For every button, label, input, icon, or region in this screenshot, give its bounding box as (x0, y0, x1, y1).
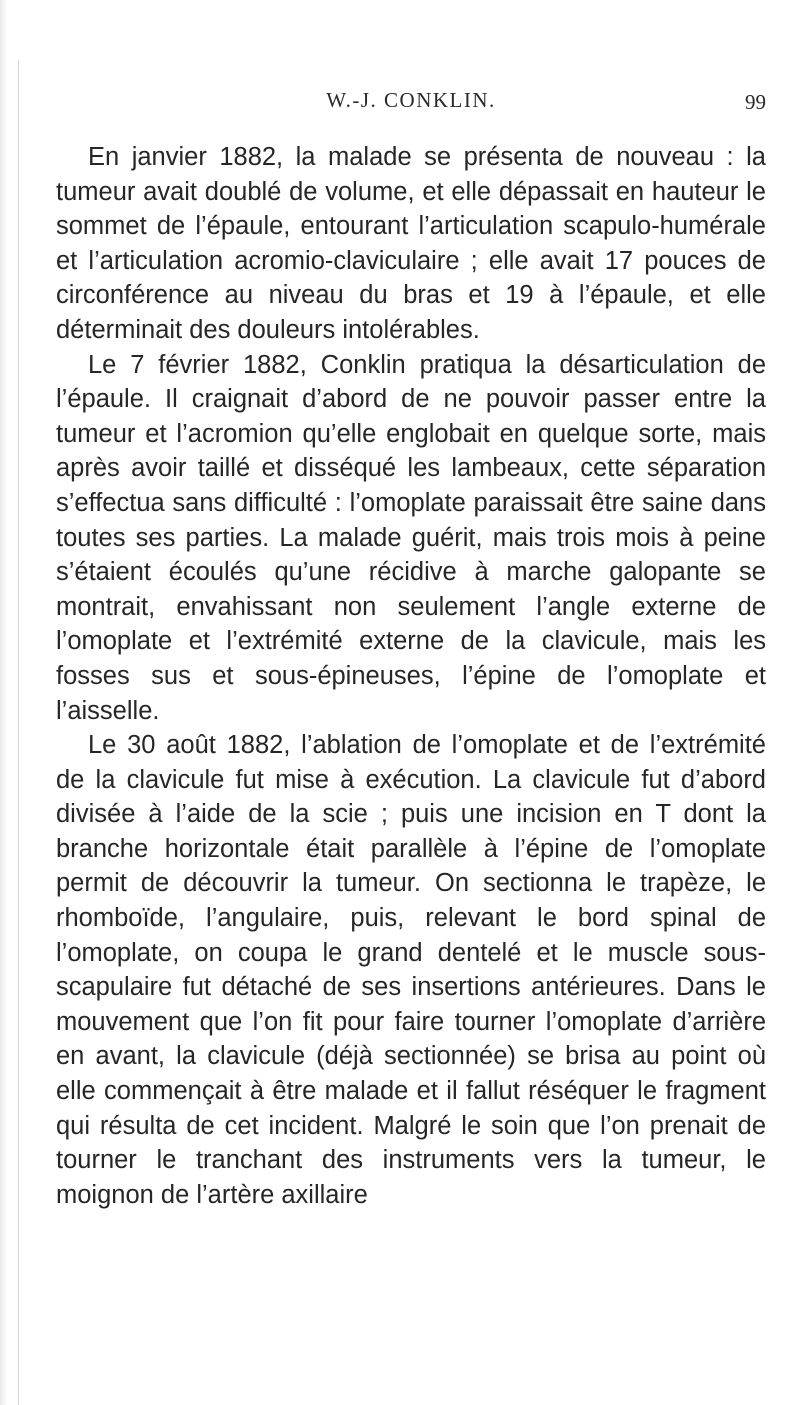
paragraph: Le 7 février 1882, Conklin pratiqua la désarticulation de l’épaule. Il craignait d’abord de ne pouvoir passer entre la tumeur et l’acromion qu’elle englobait en quelque sorte, mais après avoir taillé et disséqué les lambeaux, cette séparation s’effectua sans difficulté : l’omoplate paraissait être saine dans toutes ses parties. La malade guérit, mais trois mois à peine s’étaient écoulés qu’une récidive à marche galopante se montrait, envahissant non seulement l’angle externe de l’omoplate et l’extrémité externe de la clavicule, mais les fosses sus et sous-épineuses, l’épine de l’omoplate et l’aisselle. (56, 350, 766, 725)
page-number: 99 (745, 90, 766, 114)
running-title: W.-J. CONKLIN. (326, 88, 496, 112)
body-text (56, 140, 766, 1212)
paragraph: En janvier 1882, la malade se présenta de nouveau : la tumeur avait doublé de volume, et elle dépassait en hauteur le sommet de l’épaule, entourant l’articulation scapulo-humérale et l’articulation acromio-claviculaire ; elle avait 17 pouces de circonférence au niveau du bras et 19 à l’épaule, et elle déterminait des douleurs intolérables. (56, 143, 766, 344)
running-head (56, 88, 766, 118)
paragraph: Le 30 août 1882, l’ablation de l’omoplate et de l’extrémité de la clavicule fut mise à exécution. La clavicule fut d’abord divisée à l’aide de la scie ; puis une incision en T dont la branche horizontale était parallèle à l’épine de l’omoplate permit de découvrir la tumeur. On sectionna le trapèze, le rhomboïde, l’angulaire, puis, relevant le bord spinal de l’omoplate, on coupa le grand dentelé et le muscle sous-scapulaire fut détaché de ses insertions antérieures. Dans le mouvement que l’on fit pour faire tourner l’omoplate d’arrière en avant, la clavicule (déjà sectionnée) se brisa au point où elle commençait à être malade et il fallut réséquer le fragment qui résulta de cet incident. Malgré le soin que l’on prenait de tourner le tranchant des instruments vers la tumeur, le moignon de l’artère axillaire (56, 731, 766, 1209)
